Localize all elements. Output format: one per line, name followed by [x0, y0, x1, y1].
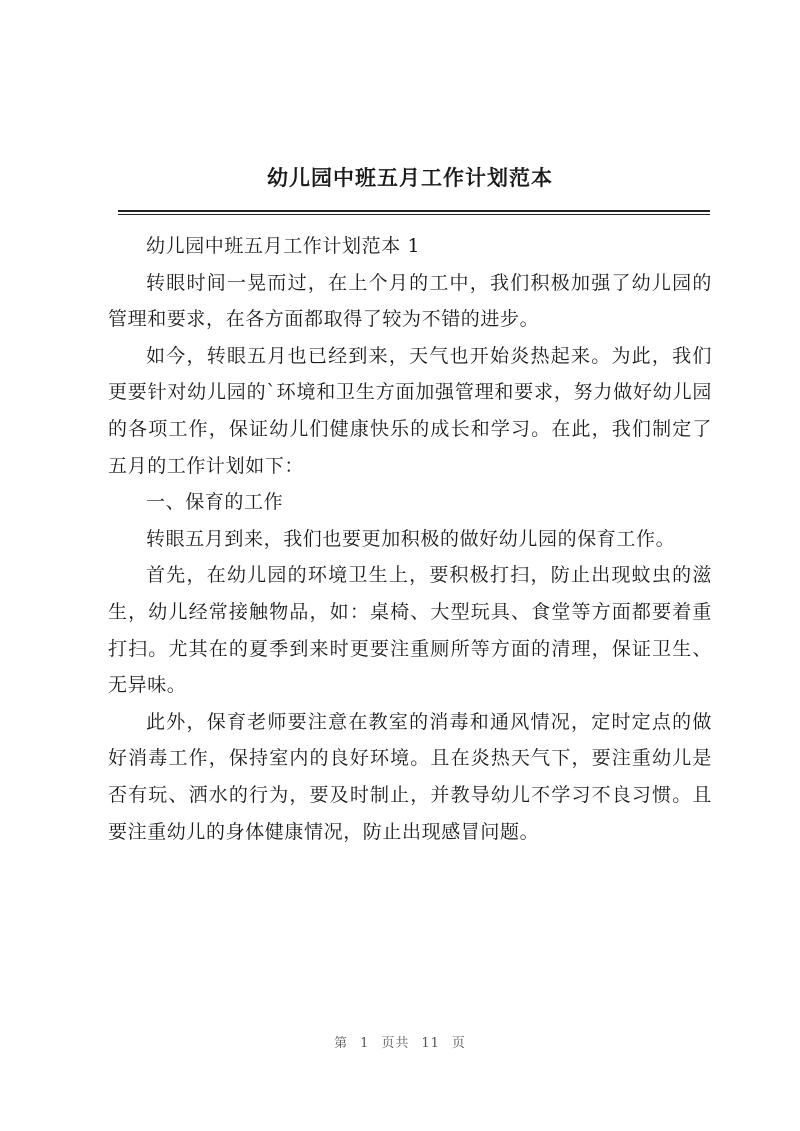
paragraph-subtitle: 幼儿园中班五月工作计划范本 1 [146, 235, 421, 257]
paragraph: 此外，保育老师要注意在教室的消毒和通风情况，定时定点的做好消毒工作，保持室内的良好环境。且在炎热天气下，要注重幼儿是否有玩、洒水的行为，要及时制止，并教导幼儿不学习不良习惯。且要注重幼儿的身体健康情况，防止出现感冒问题。 [108, 710, 712, 843]
paragraph: 首先，在幼儿园的环境卫生上，要积极打扫，防止出现蚊虫的滋生，幼儿经常接触物品，如：桌椅、大型玩具、食堂等方面都要着重打扫。尤其在的夏季到来时更要注重厕所等方面的清理，保证卫生、无异味。 [108, 564, 712, 697]
document-body [108, 228, 712, 850]
section-heading: 一、保育的工作 [146, 491, 284, 514]
footer-current-page: 1 [360, 1036, 370, 1051]
document-title: 幼儿园中班五月工作计划范本 [267, 165, 553, 190]
paragraph: 如今，转眼五月也已经到来，天气也开始炎热起来。为此，我们更要针对幼儿园的`环境和卫生方面加强管理和要求，努力做好幼儿园的各项工作，保证幼儿们健康快乐的成长和学习。在此，我们制定了五月的工作计划如下： [108, 344, 712, 477]
footer-total-pages: 11 [421, 1036, 440, 1051]
page-footer [0, 1032, 800, 1051]
paragraph: 转眼五月到来，我们也要更加积极的做好幼儿园的保育工作。 [146, 527, 676, 550]
footer-page-label: 第 [334, 1036, 349, 1051]
footer-total-suffix: 页 [451, 1036, 466, 1051]
title-rule [118, 210, 710, 212]
title-rule-thin [118, 214, 710, 215]
paragraph: 转眼时间一晃而过，在上个月的工中，我们积极加强了幼儿园的管理和要求，在各方面都取得了较为不错的进步。 [108, 271, 712, 331]
footer-total-prefix: 页共 [381, 1036, 410, 1051]
